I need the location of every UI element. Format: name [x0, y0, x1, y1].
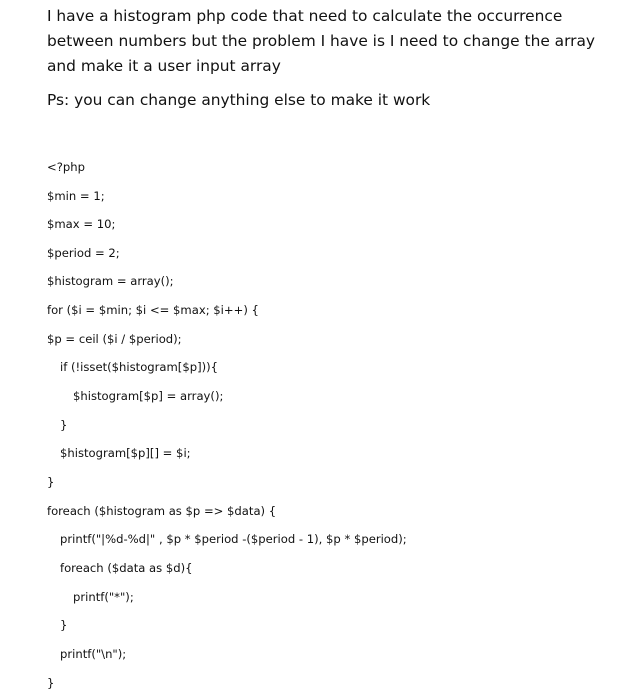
code-line: } [47, 676, 55, 690]
code-line: for ($i = $min; $i <= $max; $i++) { [47, 303, 259, 317]
code-line: } [47, 475, 55, 489]
code-line: } [60, 618, 68, 632]
code-line: <?php [47, 160, 85, 174]
code-line: $period = 2; [47, 246, 120, 260]
code-line: if (!isset($histogram[$p])){ [60, 360, 219, 374]
code-line: printf("|%d-%d|" , $p * $period -($period - 1), $p * $period); [60, 532, 407, 546]
code-line: $max = 10; [47, 217, 116, 231]
code-line: $histogram[$p][] = $i; [60, 446, 191, 460]
code-line: foreach ($histogram as $p => $data) { [47, 504, 277, 518]
question-text: I have a histogram php code that need to calculate the occurrence between numbers but the problem I have is I need to change the array and make it a user input array [47, 7, 596, 75]
code-line: $min = 1; [47, 189, 105, 203]
code-line: printf("*"); [73, 590, 134, 604]
code-line: } [60, 418, 68, 432]
code-line: printf("\n"); [60, 647, 127, 661]
code-line: $histogram = array(); [47, 274, 174, 288]
code-line: foreach ($data as $d){ [60, 561, 193, 575]
code-line: $histogram[$p] = array(); [73, 389, 224, 403]
ps-note: Ps: you can change anything else to make it work [47, 91, 431, 109]
code-line: $p = ceil ($i / $period); [47, 332, 182, 346]
